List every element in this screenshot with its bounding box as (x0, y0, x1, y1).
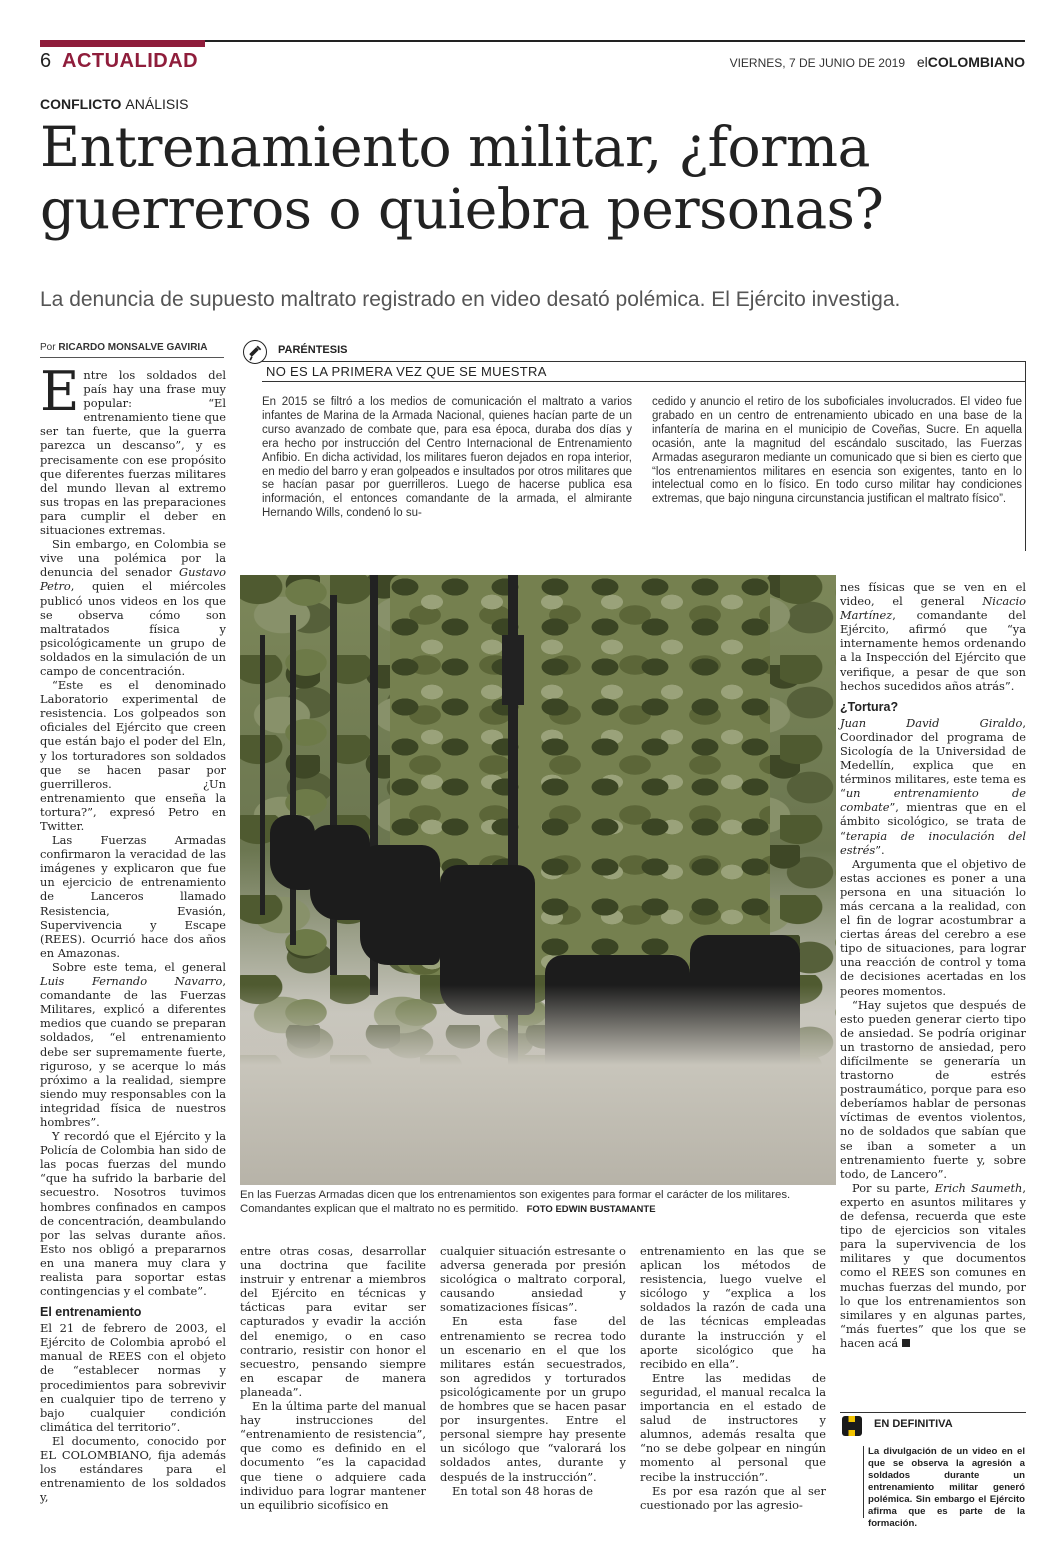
body-paragraph: El 21 de febrero de 2003, el Ejército de Colombia aprobó el manual de REES con el objeto de “establecer normas y procedimientos para sobrevivir en cualquier tipo de terreno y bajo cualquier condición climática del territorio”. (40, 1321, 226, 1434)
en-definitiva-text: La divulgación de un video en el que se observa la agresión a soldados durante un entrenamiento militar generó polémica. Sin embargo el Ejército afirma que es parte de la formación. (863, 1446, 1025, 1518)
person-name: Erich Saumeth (934, 1180, 1023, 1195)
deck: La denuncia de supuesto maltrato registrado en video desató polémica. El Ejército investiga. (40, 288, 901, 311)
body-paragraph: En total son 48 horas de (452, 1483, 594, 1498)
body-paragraph: Sobre este tema, el general Luis Fernando Navarro, comandante de las Fuerzas Militares, explicó a diferentes medios que cuando se preparan soldados, “el entrenamiento debe ser supremamente fuerte, riguroso, y se acerque lo más próximo a la realidad, siempre siendo muy responsables con la integridad física de nuestros hombres”. (40, 959, 226, 1129)
body-paragraph: entre otras cosas, desarrollar una doctrina que facilite instruir y entrenar a miembros del Ejército en técnicas y tácticas para evitar ser capturados y evadir la acción del enemigo, o en caso contrario, resistir con honor el secuestro, pensando siempre en escapar de manera planeada”. (240, 1244, 426, 1399)
body-column-2 (240, 1244, 426, 1512)
headline: Entrenamiento militar, ¿forma guerreros o quiebra personas? (40, 115, 884, 241)
page-number: 6 (40, 50, 52, 72)
end-mark-icon (902, 1339, 910, 1347)
rifle-magazine (502, 635, 524, 705)
body-paragraph: “Hay sujetos que después de esto pueden generar cierto tipo de ansiedad. Se podría originar un trastorno de ansiedad, pero difícilmente se generaría un trastorno de estrés postraumático, porque para eso deberíamos hablar de personas víctimas de eventos violentos, no de soldados que sabían que se iban a someter a un entrenamiento fuerte y, sobre todo, de Lancero”. (840, 997, 1026, 1181)
body-paragraph: nes físicas que se ven en el video, el general Nicacio Martínez, comandante del Ejército, afirmó que “ya internamente hemos ordenando a la Inspección del Ejército que verifique, a pesar de que son hechos sucedidos años atrás”. (840, 580, 1026, 693)
body-paragraph: Y recordó que el Ejército y la Policía de Colombia han sido de las pocas fuerzas del mundo “que ha sufrido la barbarie del secuestro. Nosotros tuvimos hombres confinados en campos de concentración, deambulando por las selvas durante años. Esto nos obligó a prepararnos en una manera muy clara y realista para soportar estas contingencias y el combate”. (40, 1129, 226, 1299)
body-paragraph: entrenamiento en las que se aplican los métodos de resistencia, luego vuelve el sicólogo y “explica a los soldados la razón de cada una de las técnicas empleadas durante la instrucción y el aporte sicológico que ha recibido en ella”. (640, 1244, 826, 1371)
article-kicker (40, 96, 188, 112)
person-name: Gustavo Petro (40, 565, 226, 594)
body-paragraph: Las Fuerzas Armadas confirmaron la veracidad de las imágenes y explicaron que fue un ejercicio de entrenamiento de Lanceros llamado Resistencia, Evasión, Supervivencia y Escape (REES). Ocurrió hace dos años en Amazonas. (40, 833, 226, 960)
body-paragraph: Entre los soldados del país hay una frase muy popular: “El entrenamiento tiene que ser tan fuerte, que la guerra parezca un descanso”, y es precisamente con ese propósito que diferentes fuerzas militares del mundo llevan al extremo sus tropas en las preparaciones para cumplir el deber en situaciones extremas. (40, 360, 226, 538)
rifle (260, 635, 265, 915)
parentesis-title: PARÉNTESIS (278, 344, 348, 356)
person-name: Juan David Giraldo (840, 715, 1023, 730)
boot (360, 845, 440, 965)
byline (40, 342, 224, 358)
body-paragraph: El documento, conocido por EL COLOMBIANO, fija además los estándares para el entrenamiento de los soldados y, (40, 1433, 226, 1505)
section-accent-bar (40, 40, 205, 47)
body-paragraph: En la última parte del manual hay instrucciones del “entrenamiento de resistencia”, que como es definido en el documento “es la capacidad que tiene o adquiere cada individuo para lograr mantener un equilibrio sicofísico en (240, 1399, 426, 1512)
byline-prefix: Por (40, 342, 56, 353)
body-paragraph: Entre las medidas de seguridad, el manual recalca la importancia en el estado de salud de instructores y alumnos, además resalta que “no se debe golpear en ningún momento al personal que recibe la instrucción”. (640, 1370, 826, 1484)
boot (310, 825, 370, 920)
photo-caption (240, 1188, 830, 1216)
body-paragraph: En esta fase del entrenamiento se recrea todo un escenario en el que los militares están secuestrados, son agredidos y torturados psicológicamente por un grupo de hombres que se hacen pasar por insurgentes. Entre el personal siempre hay presente un sicólogo que “valorará los soldados antes, durante y después de la instrucción”. (440, 1314, 626, 1484)
body-paragraph: Juan David Giraldo, Coordinador del programa de Sicología de la Universidad de Medellín, explica que en términos militares, este tema es “un entrenamiento de combate”, mientras que en el ámbito sicológico, se trata de “terapia de inoculación del estrés”. (840, 715, 1026, 857)
body-column-1 (40, 360, 226, 1505)
body-paragraph: Es por esa razón que al ser cuestionado por las agresio- (640, 1483, 826, 1512)
kicker-main: CONFLICTO (40, 96, 122, 112)
newspaper-brand (917, 54, 1025, 70)
subheading-tortura: ¿Tortura? (840, 699, 899, 714)
body-column-5 (840, 580, 1026, 1350)
body-paragraph: Sin embargo, en Colombia se vive una polémica por la denuncia del senador Gustavo Petro, quien el miércoles publicó unos videos en los que se observa cómo son maltratados física y psicológicamente un grupo de soldados en la simulación de un campo de concentración. (40, 537, 226, 678)
issue-date: VIERNES, 7 DE JUNIO DE 2019 (729, 56, 905, 70)
brand-prefix: el (916, 54, 928, 70)
section-name: ACTUALIDAD (62, 50, 199, 72)
person-name: Nicacio Martínez (840, 594, 1026, 623)
byline-author: RICARDO MONSALVE GAVIRIA (58, 342, 208, 353)
caption-text: En las Fuerzas Armadas dicen que los entrenamientos son exigentes para formar el carácter de los militares. Comandantes explican que el maltrato no es permitido. (240, 1189, 791, 1215)
body-paragraph: Por su parte, Erich Saumeth, experto en asuntos militares y de defensa, recuerda que este tipo de ejercicios son vitales para la supervivencia de los militares y que documentos como el REES son comunes en muchas fuerzas del mundo, por lo que los entrenamientos son similares y en algunas partes, “más fuertes” que los que se hacen acá (840, 1180, 1027, 1350)
drop-cap: E (40, 360, 80, 423)
parentesis-subtitle: NO ES LA PRIMERA VEZ QUE SE MUESTRA (262, 361, 1026, 382)
kicker-sub: ANÁLISIS (125, 96, 189, 112)
body-paragraph: cualquier situación estresante o adversa generada por presión sicológica o maltrato corporal, causando ansiedad y somatizaciones físicas”. (440, 1244, 626, 1315)
parentesis-divider (1025, 361, 1026, 551)
person-name: Luis Fernando Navarro (40, 974, 223, 989)
body-paragraph: Argumenta que el objetivo de estas acciones es poner a una persona en una situación lo más cercana a la realidad, con el fin de lograr acostumbrar a ciertas áreas del cerebro a ese tipo de situaciones, para lograr una reacción de control y toma de decisiones acertadas en los peores momentos. (840, 856, 1026, 998)
photo-credit: FOTO EDWIN BUSTAMANTE (526, 1204, 656, 1215)
rifle (290, 615, 296, 945)
ground (240, 985, 836, 1185)
body-paragraph: “Este es el denominado Laboratorio experimental de resistencia. Los golpeados son oficiales del Ejército que creen que están bajo el poder del Eln, y los torturadores son soldados que se hacen pasar por guerrilleros. ¿Un entrenamiento que enseña la tortura?”, expresó Petro en Twitter. (40, 678, 226, 833)
en-definitiva-rule (840, 1412, 1026, 1413)
article-photo-soldiers (240, 575, 836, 1185)
body-column-4 (640, 1244, 826, 1512)
parentesis-col-2: cedido y anuncio el retiro de los suboficiales involucrados. El video fue grabado en un centro de entrenamiento ubicado en una base de la infantería de marina en el municipio de Coveñas, Sucre. En aquella ocasión, ante la magnitud del escándalo suscitado, las Fuerzas Armadas aseguraron mediante un comunicado que si bien es cierto que “los entrenamientos militares en esencia son exigentes, tanto en lo intelectual como en lo físico. En todo curso militar hay condiciones extremas, que bajo ninguna circunstancia justifican el maltrato físico”. (652, 396, 1022, 506)
brand-name: COLOMBIANO (927, 54, 1025, 70)
boot (270, 815, 315, 890)
parentesis-col-1: En 2015 se filtró a los medios de comunicación el maltrato a varios infantes de Marina de la Armada Nacional, quienes hacían parte de un curso avanzado de combate que, para esa época, duraba dos días y era hecho por instrucción del Centro Internacional de Entrenamiento Anfibio. En dicha actividad, los militares fueron dejados en ropa interior, en medio del barro y eran golpeados e insultados por otros militares que se hacían pasar por guerrilleros. Luego de hacerse publica esa información, el entonces comandante de la armada, el almirante Hernando Wills, condenó lo su- (262, 396, 632, 520)
subheading-entrenamiento: El entrenamiento (40, 1305, 142, 1320)
en-definitiva-title: EN DEFINITIVA (874, 1418, 953, 1430)
checker-icon (842, 1416, 862, 1436)
body-column-3 (440, 1244, 626, 1498)
